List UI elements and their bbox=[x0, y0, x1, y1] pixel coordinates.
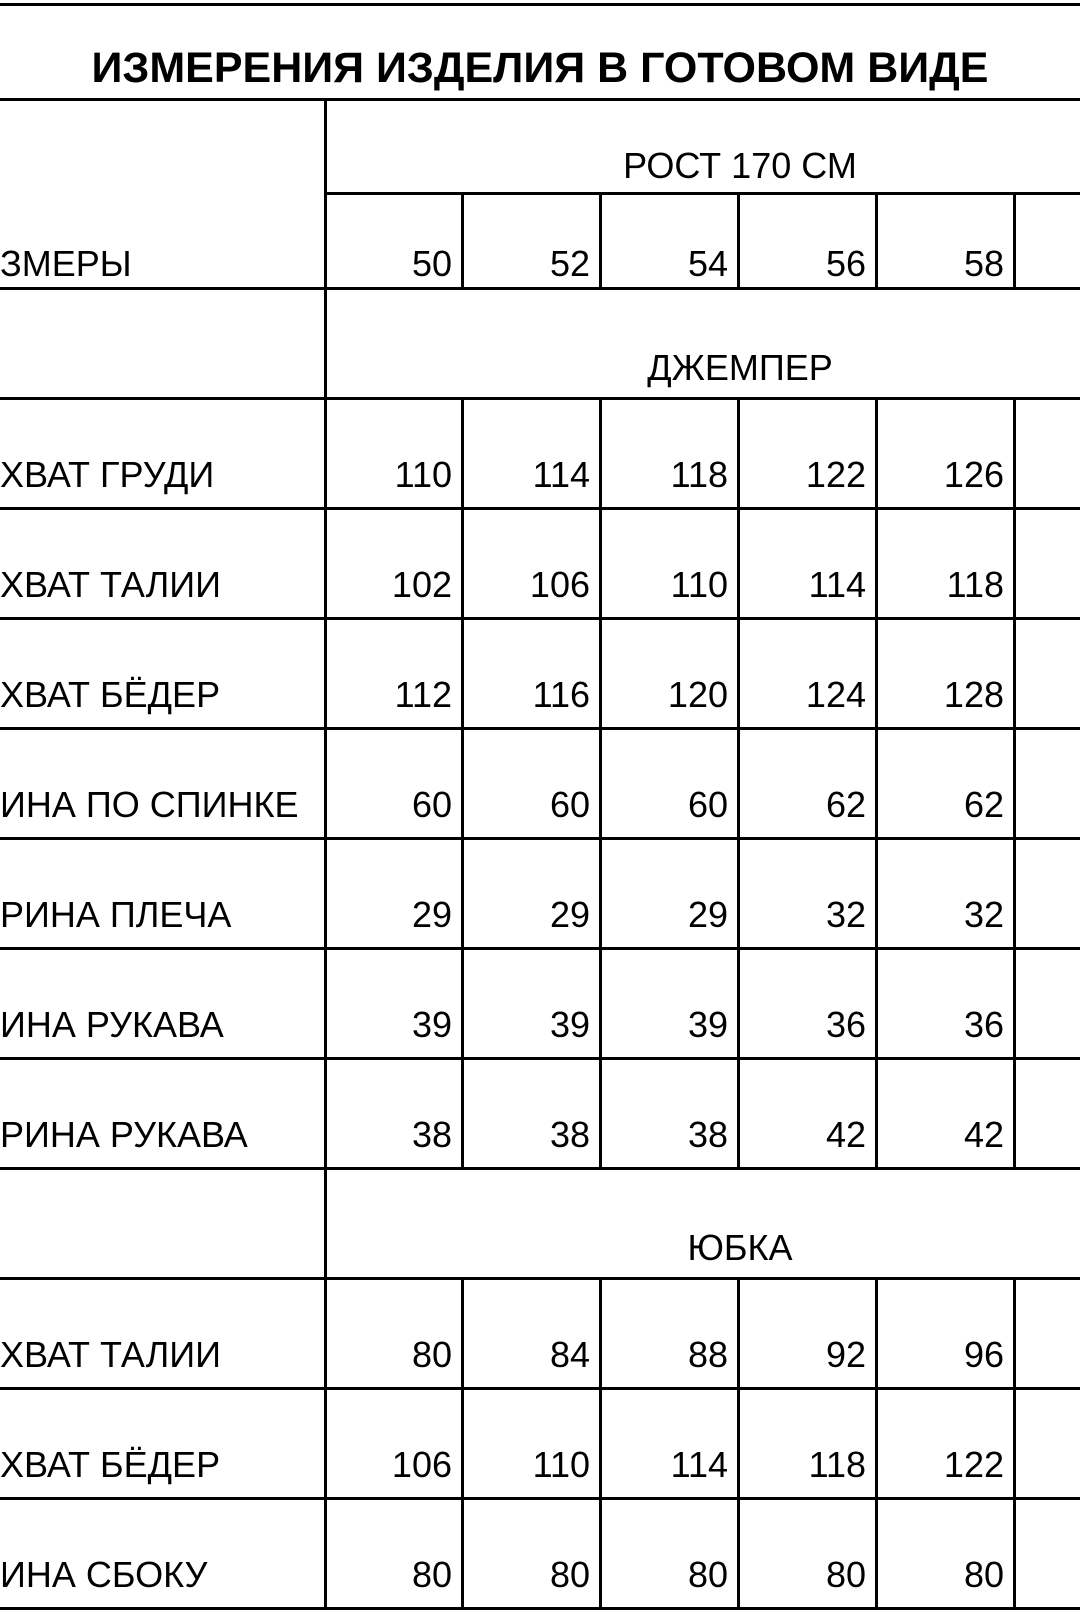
row-label: ХВАТ ТАЛИИ bbox=[0, 1334, 221, 1375]
section-title-jumper: ДЖЕМПЕР bbox=[647, 347, 833, 388]
table-cell: 39 bbox=[549, 1004, 590, 1045]
table-cell: 122 bbox=[805, 454, 866, 495]
row-border bbox=[0, 837, 1080, 840]
section-title-skirt: ЮБКА bbox=[687, 1227, 793, 1268]
row-label: ХВАТ ТАЛИИ bbox=[0, 564, 221, 605]
size-value: 58 bbox=[963, 243, 1004, 284]
table-cell: 110 bbox=[670, 564, 728, 605]
table-cell: 62 bbox=[825, 784, 866, 825]
table-cell: 32 bbox=[963, 894, 1004, 935]
column-divider bbox=[1013, 948, 1016, 1058]
row-border bbox=[0, 507, 1080, 510]
row-border bbox=[0, 1607, 1080, 1610]
row-label: ИНА ПО СПИНКЕ bbox=[0, 784, 299, 825]
column-divider bbox=[1013, 508, 1016, 618]
row-label: ХВАТ БЁДЕР bbox=[0, 1444, 221, 1485]
table-cell: 62 bbox=[963, 784, 1004, 825]
table-cell: 80 bbox=[411, 1554, 452, 1595]
table-cell: 36 bbox=[825, 1004, 866, 1045]
table-cell: 42 bbox=[963, 1114, 1004, 1155]
height-header-bottom-border bbox=[325, 192, 1080, 195]
row-border bbox=[0, 617, 1080, 620]
size-value: 52 bbox=[549, 243, 590, 284]
column-divider bbox=[1013, 398, 1016, 508]
table-cell: 80 bbox=[687, 1554, 728, 1595]
row-border bbox=[0, 1057, 1080, 1060]
row-border bbox=[0, 1167, 1080, 1170]
column-divider bbox=[1013, 618, 1016, 728]
row-border bbox=[0, 727, 1080, 730]
row-border bbox=[0, 397, 1080, 400]
table-cell: 29 bbox=[549, 894, 590, 935]
table-cell: 126 bbox=[943, 454, 1004, 495]
size-value: 50 bbox=[411, 243, 452, 284]
table-cell: 84 bbox=[549, 1334, 590, 1375]
table-cell: 110 bbox=[394, 454, 452, 495]
table-cell: 124 bbox=[805, 674, 866, 715]
table-cell: 120 bbox=[667, 674, 728, 715]
row-border bbox=[0, 1277, 1080, 1280]
table-cell: 38 bbox=[411, 1114, 452, 1155]
row-border bbox=[0, 947, 1080, 950]
row-label: ХВАТ ГРУДИ bbox=[0, 454, 215, 495]
column-divider bbox=[1013, 193, 1016, 288]
row-border bbox=[0, 287, 1080, 290]
table-cell: 122 bbox=[943, 1444, 1004, 1485]
table-cell: 118 bbox=[808, 1444, 866, 1485]
row-label: ИНА СБОКУ bbox=[0, 1554, 208, 1595]
row-label: РИНА ПЛЕЧА bbox=[0, 894, 232, 935]
table-cell: 29 bbox=[687, 894, 728, 935]
table-cell: 36 bbox=[963, 1004, 1004, 1045]
table-cell: 80 bbox=[963, 1554, 1004, 1595]
table-cell: 114 bbox=[670, 1444, 728, 1485]
table-cell: 118 bbox=[670, 454, 728, 495]
table-cell: 42 bbox=[825, 1114, 866, 1155]
table-cell: 39 bbox=[687, 1004, 728, 1045]
table-cell: 32 bbox=[825, 894, 866, 935]
table-cell: 106 bbox=[529, 564, 590, 605]
column-divider bbox=[1013, 728, 1016, 838]
table-cell: 110 bbox=[532, 1444, 590, 1485]
row-border bbox=[0, 1387, 1080, 1390]
table-cell: 80 bbox=[549, 1554, 590, 1595]
sizes-label: ЗМЕРЫ bbox=[0, 243, 132, 284]
table-cell: 118 bbox=[946, 564, 1004, 605]
row-label: РИНА РУКАВА bbox=[0, 1114, 248, 1155]
table-cell: 60 bbox=[549, 784, 590, 825]
table-cell: 112 bbox=[394, 674, 452, 715]
size-value: 56 bbox=[825, 243, 866, 284]
row-label: ИНА РУКАВА bbox=[0, 1004, 224, 1045]
table-cell: 102 bbox=[391, 564, 452, 605]
table-cell: 60 bbox=[687, 784, 728, 825]
table-cell: 60 bbox=[411, 784, 452, 825]
row-label: ХВАТ БЁДЕР bbox=[0, 674, 221, 715]
title-bottom-border bbox=[0, 98, 1080, 101]
table-cell: 114 bbox=[532, 454, 590, 495]
size-value: 54 bbox=[687, 243, 728, 284]
table-cell: 96 bbox=[963, 1334, 1004, 1375]
column-divider bbox=[1013, 838, 1016, 948]
table-cell: 80 bbox=[411, 1334, 452, 1375]
column-divider bbox=[1013, 1498, 1016, 1608]
row-border bbox=[0, 1497, 1080, 1500]
table-cell: 29 bbox=[411, 894, 452, 935]
table-cell: 116 bbox=[532, 674, 590, 715]
table-cell: 114 bbox=[808, 564, 866, 605]
table-cell: 88 bbox=[687, 1334, 728, 1375]
chart-title: ИЗМЕРЕНИЯ ИЗДЕЛИЯ В ГОТОВОМ ВИДЕ bbox=[91, 44, 989, 92]
table-cell: 38 bbox=[687, 1114, 728, 1155]
table-cell: 92 bbox=[825, 1334, 866, 1375]
column-divider bbox=[1013, 1058, 1016, 1168]
table-cell: 38 bbox=[549, 1114, 590, 1155]
height-header: РОСТ 170 СМ bbox=[623, 145, 857, 186]
table-cell: 106 bbox=[391, 1444, 452, 1485]
table-cell: 128 bbox=[943, 674, 1004, 715]
table-cell: 80 bbox=[825, 1554, 866, 1595]
table-cell: 39 bbox=[411, 1004, 452, 1045]
top-border bbox=[0, 3, 1080, 6]
column-divider bbox=[1013, 1388, 1016, 1498]
column-divider bbox=[1013, 1278, 1016, 1388]
